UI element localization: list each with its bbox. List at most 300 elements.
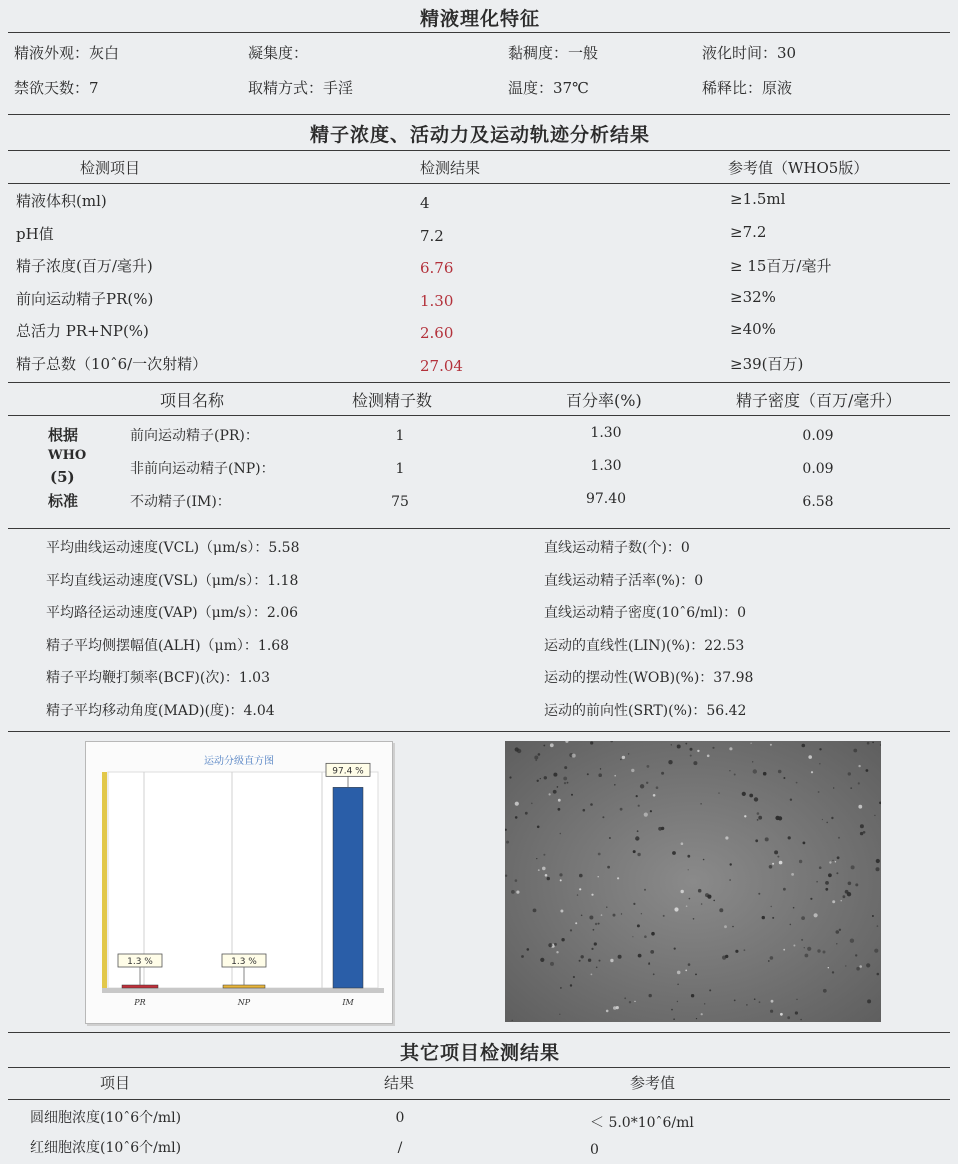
cell-speck <box>788 836 791 839</box>
cell-speck <box>770 744 772 746</box>
result-value: 4 <box>420 194 430 212</box>
section3-title: 其它项目检测结果 <box>399 1042 561 1064</box>
cell-speck <box>770 1010 773 1013</box>
cell-speck <box>876 867 880 871</box>
cell-speck <box>800 1019 802 1021</box>
cell-speck <box>807 947 811 951</box>
cell-speck <box>536 858 537 859</box>
cell-speck <box>598 876 599 877</box>
cell-speck <box>622 756 625 759</box>
header-other-reference: 参考值 <box>630 1074 676 1092</box>
histogram-svg <box>86 742 392 1023</box>
cell-speck <box>525 812 528 815</box>
cell-speck <box>837 856 840 859</box>
cell-speck <box>704 1003 705 1004</box>
cell-speck <box>839 929 841 931</box>
cell-speck <box>730 863 732 865</box>
sperm-count-value: 1 <box>395 461 405 477</box>
semen-appearance: 精液外观：灰白 <box>14 44 120 62</box>
result-value: 2.60 <box>420 324 454 342</box>
motility-type-label: 不动精子(IM)： <box>130 494 231 510</box>
cell-speck <box>571 794 573 796</box>
density-value: 0.09 <box>802 428 834 444</box>
cell-speck <box>610 959 613 962</box>
cell-speck <box>589 916 593 920</box>
cell-speck <box>851 865 855 869</box>
kinematic-param-left: 平均直线运动速度(VSL)（μm/s）：1.18 <box>46 572 299 589</box>
value-label-pr: 1.3 % <box>127 957 153 967</box>
cell-speck <box>543 854 545 856</box>
cell-speck <box>796 782 798 784</box>
agglutination: 凝集度： <box>248 44 309 62</box>
cell-speck <box>550 962 554 966</box>
viscosity: 黏稠度：一般 <box>508 44 599 62</box>
cell-speck <box>601 914 603 916</box>
cell-speck <box>581 955 584 958</box>
y-axis <box>102 772 107 992</box>
header-density: 精子密度（百万/毫升） <box>736 391 902 410</box>
result-item-label: pH值 <box>16 224 54 243</box>
cell-speck <box>677 984 679 986</box>
cell-speck <box>872 915 874 917</box>
cell-speck <box>511 890 515 894</box>
group-label-line3: (5) <box>50 468 75 486</box>
cell-speck <box>876 859 880 863</box>
cell-speck <box>550 743 554 747</box>
cell-speck <box>783 949 785 951</box>
cell-speck <box>537 780 539 782</box>
cell-speck <box>867 742 870 745</box>
value-label-im: 97.4 % <box>332 766 364 777</box>
microscope-image <box>505 741 881 1022</box>
cell-speck <box>650 950 654 954</box>
cell-speck <box>588 959 591 962</box>
cell-speck <box>521 955 524 958</box>
header-reference: 参考值（WHO5版） <box>728 159 869 177</box>
tick-label-pr: PR <box>134 998 146 1007</box>
divider <box>8 1099 950 1100</box>
cell-speck <box>713 900 715 902</box>
cell-speck <box>833 787 834 788</box>
cell-speck <box>698 889 702 893</box>
cell-speck <box>636 795 638 797</box>
cell-speck <box>836 943 837 944</box>
cell-speck <box>701 1013 703 1015</box>
cell-speck <box>718 792 719 793</box>
cell-speck <box>593 929 595 931</box>
cell-speck <box>650 810 652 812</box>
kinematic-param-left: 精子平均移动角度(MAD)(度)：4.04 <box>46 702 275 719</box>
cell-speck <box>729 770 730 771</box>
cell-speck <box>709 989 711 991</box>
percentage-value: 1.30 <box>590 458 622 474</box>
tick-label-im: IM <box>342 998 354 1007</box>
cell-speck <box>517 749 521 753</box>
cell-speck <box>725 836 728 839</box>
cell-speck <box>874 815 875 816</box>
cell-speck <box>581 915 583 917</box>
cell-speck <box>860 832 863 835</box>
result-item-label: 总活力 PR+NP(%) <box>16 322 149 340</box>
cell-speck <box>598 853 601 856</box>
other-result-value: 0 <box>395 1110 405 1126</box>
cell-speck <box>674 907 678 911</box>
cell-speck <box>609 837 611 839</box>
cell-speck <box>823 951 826 954</box>
cell-speck <box>801 916 805 920</box>
cell-speck <box>570 984 572 986</box>
cell-speck <box>754 998 756 1000</box>
cell-speck <box>874 949 878 953</box>
cell-speck <box>729 747 732 750</box>
cell-speck <box>556 951 558 953</box>
cell-speck <box>853 749 857 753</box>
cell-speck <box>757 812 760 815</box>
cell-speck <box>579 874 583 878</box>
cell-speck <box>832 860 833 861</box>
cell-speck <box>734 774 736 776</box>
cell-speck <box>637 830 639 832</box>
cell-speck <box>755 839 758 842</box>
cell-speck <box>534 756 538 760</box>
cell-speck <box>600 768 601 769</box>
cell-speck <box>691 994 694 997</box>
cell-speck <box>819 763 820 764</box>
cell-speck <box>843 895 846 898</box>
cell-speck <box>633 850 636 853</box>
divider <box>8 1067 950 1068</box>
cell-speck <box>638 805 640 807</box>
cell-speck <box>644 935 647 938</box>
cell-speck <box>757 819 759 821</box>
cell-speck <box>579 960 581 962</box>
cell-speck <box>509 776 511 778</box>
cell-speck <box>832 971 834 973</box>
cell-speck <box>700 803 702 805</box>
cell-speck <box>695 974 697 976</box>
cell-speck <box>787 1016 790 1019</box>
group-label-line4: 标准 <box>48 492 79 510</box>
other-result-value: / <box>397 1140 403 1156</box>
cell-speck <box>516 891 519 894</box>
cell-speck <box>804 947 805 948</box>
cell-speck <box>832 900 835 903</box>
cell-speck <box>594 942 597 945</box>
cell-speck <box>560 987 562 989</box>
cell-speck <box>591 894 593 896</box>
kinematic-param-right: 直线运动精子密度(10ˆ6/ml)：0 <box>544 605 747 621</box>
cell-speck <box>677 745 681 749</box>
cell-speck <box>763 772 767 776</box>
abstinence-days: 禁欲天数：7 <box>14 79 99 97</box>
cell-speck <box>613 914 616 917</box>
temperature: 温度：37℃ <box>508 79 589 97</box>
x-axis <box>102 988 384 993</box>
cell-speck <box>656 786 659 789</box>
kinematic-param-left: 平均曲线运动速度(VCL)（μm/s）：5.58 <box>46 540 300 556</box>
cell-speck <box>707 895 711 899</box>
cell-speck <box>831 817 833 819</box>
cell-speck <box>543 745 545 747</box>
cell-speck <box>867 999 871 1003</box>
bar-pr <box>122 985 158 988</box>
cell-speck <box>607 866 610 869</box>
cell-speck <box>845 890 849 894</box>
cell-speck <box>836 930 840 934</box>
result-value: 6.76 <box>420 259 454 277</box>
kinematic-param-right: 运动的前向性(SRT)(%)：56.42 <box>544 702 747 719</box>
cell-speck <box>783 777 785 779</box>
cell-speck <box>790 799 792 801</box>
cell-speck <box>542 867 546 871</box>
cell-speck <box>729 879 731 881</box>
cell-speck <box>689 898 691 900</box>
divider <box>8 32 950 33</box>
result-item-label: 精液体积(ml) <box>16 192 107 210</box>
cell-speck <box>598 923 600 925</box>
cell-speck <box>872 742 874 744</box>
cell-speck <box>724 925 727 928</box>
cell-speck <box>538 869 540 871</box>
cell-speck <box>754 797 758 801</box>
cell-speck <box>673 1018 675 1020</box>
cell-speck <box>621 913 622 914</box>
cell-speck <box>561 938 564 941</box>
cell-speck <box>746 1004 747 1005</box>
cell-speck <box>614 775 616 777</box>
cell-speck <box>633 903 635 905</box>
other-reference-value: ＜ 5.0*10ˆ6/ml <box>590 1115 694 1131</box>
cell-speck <box>577 894 578 895</box>
cell-speck <box>850 787 852 789</box>
cell-speck <box>848 772 851 775</box>
cell-speck <box>778 770 782 774</box>
cell-speck <box>570 929 572 931</box>
divider <box>8 114 950 115</box>
divider <box>8 382 950 383</box>
cell-speck <box>771 1000 774 1003</box>
cell-speck <box>877 973 880 976</box>
sperm-count-value: 1 <box>395 428 405 444</box>
cell-speck <box>606 1010 609 1013</box>
cell-speck <box>505 875 507 877</box>
collection-method: 取精方式：手淫 <box>248 79 354 97</box>
density-value: 0.09 <box>802 461 834 477</box>
cell-speck <box>732 926 734 928</box>
percentage-value: 97.40 <box>585 491 627 507</box>
cell-speck <box>544 776 547 779</box>
header-percentage: 百分率(%) <box>566 391 642 410</box>
cell-speck <box>640 784 644 788</box>
cell-speck <box>671 1009 673 1011</box>
cell-speck <box>749 794 753 798</box>
divider <box>8 528 950 529</box>
cell-speck <box>527 948 530 951</box>
cell-speck <box>771 906 772 907</box>
cell-speck <box>860 824 864 828</box>
cell-speck <box>835 861 836 862</box>
divider <box>8 183 950 184</box>
cell-speck <box>674 948 676 950</box>
cell-speck <box>811 771 813 773</box>
cell-speck <box>618 955 622 959</box>
cell-speck <box>620 759 621 760</box>
sperm-count-value: 75 <box>391 494 409 510</box>
bar-np <box>223 985 265 988</box>
cell-speck <box>558 799 561 802</box>
cell-speck <box>836 872 838 874</box>
cell-speck <box>775 816 779 820</box>
value-label-np: 1.3 % <box>231 957 257 967</box>
cell-speck <box>635 836 639 840</box>
cell-speck <box>540 778 541 779</box>
cell-speck <box>742 792 746 796</box>
cell-speck <box>614 784 616 786</box>
cell-speck <box>583 809 586 812</box>
cell-speck <box>596 967 598 969</box>
cell-speck <box>559 1014 560 1015</box>
cell-speck <box>629 1001 631 1003</box>
cell-speck <box>808 755 812 759</box>
kinematic-param-right: 运动的直线性(LIN)(%)：22.53 <box>544 637 745 654</box>
cell-speck <box>553 790 557 794</box>
cell-speck <box>855 883 858 886</box>
cell-speck <box>590 741 593 744</box>
cell-speck <box>628 753 629 754</box>
cell-speck <box>725 955 728 958</box>
cell-speck <box>819 866 822 869</box>
cell-speck <box>531 803 533 805</box>
result-item-label: 精子浓度(百万/毫升) <box>16 257 153 275</box>
cell-speck <box>649 994 652 997</box>
cell-speck <box>697 750 699 752</box>
cell-speck <box>701 903 703 905</box>
cell-speck <box>707 755 710 758</box>
kinematic-param-left: 精子平均鞭打频率(BCF)(次)：1.03 <box>46 670 270 686</box>
cell-speck <box>631 769 634 772</box>
cell-speck <box>765 837 769 841</box>
reference-value: ≥32% <box>730 287 776 306</box>
cell-speck <box>672 851 676 855</box>
cell-speck <box>818 791 820 793</box>
cell-speck <box>538 753 541 756</box>
cell-speck <box>850 939 854 943</box>
cell-speck <box>648 963 650 965</box>
cell-speck <box>637 924 640 927</box>
reference-value: ≥1.5ml <box>730 190 786 208</box>
cell-speck <box>617 877 619 879</box>
cell-speck <box>858 782 860 784</box>
cell-speck <box>759 1001 761 1003</box>
kinematic-param-right: 运动的摆动性(WOB)(%)：37.98 <box>544 670 754 686</box>
kinematic-param-left: 平均路径运动速度(VAP)（μm/s）：2.06 <box>46 605 299 621</box>
cell-speck <box>567 782 569 784</box>
other-item-label: 圆细胞浓度(10ˆ6个/ml) <box>30 1110 182 1126</box>
cell-speck <box>686 905 688 907</box>
cell-speck <box>783 888 786 891</box>
percentage-value: 1.30 <box>590 425 622 441</box>
header-other-result: 结果 <box>384 1074 415 1092</box>
cell-speck <box>646 782 648 784</box>
group-label-line2: WHO <box>48 448 87 463</box>
cell-speck <box>877 925 879 927</box>
cell-speck <box>780 1013 783 1016</box>
reference-value: ≥40% <box>730 320 776 338</box>
cell-speck <box>752 761 753 762</box>
cell-speck <box>515 802 519 806</box>
cell-speck <box>549 793 551 795</box>
cell-speck <box>690 755 692 757</box>
cell-speck <box>828 873 832 877</box>
cell-speck <box>641 913 642 914</box>
cell-speck <box>559 873 562 876</box>
cell-speck <box>564 766 567 769</box>
cell-speck <box>638 954 642 958</box>
cell-speck <box>587 773 589 775</box>
cell-speck <box>681 890 684 893</box>
cell-speck <box>856 967 860 971</box>
cell-speck <box>795 1011 798 1014</box>
cell-speck <box>845 965 846 966</box>
header-item-name: 项目名称 <box>160 391 225 410</box>
cell-speck <box>744 815 746 817</box>
cell-speck <box>848 882 852 886</box>
cell-speck <box>693 918 695 920</box>
reference-value: ≥7.2 <box>730 222 767 241</box>
cell-speck <box>829 861 831 863</box>
chart-title: 运动分级直方图 <box>204 756 274 767</box>
cell-speck <box>712 747 714 749</box>
cell-speck <box>801 939 803 941</box>
cell-speck <box>793 907 795 909</box>
cell-speck <box>558 808 561 811</box>
cell-speck <box>677 971 681 975</box>
cell-speck <box>838 837 840 839</box>
cell-speck <box>637 853 640 856</box>
header-test-result: 检测结果 <box>420 159 481 177</box>
reference-value: ≥39(百万) <box>730 354 804 373</box>
cell-speck <box>537 826 540 829</box>
header-test-item: 检测项目 <box>80 159 141 177</box>
cell-speck <box>560 879 562 881</box>
cell-speck <box>703 859 705 861</box>
cell-speck <box>858 765 860 767</box>
cell-speck <box>573 976 575 978</box>
cell-speck <box>540 958 544 962</box>
cell-speck <box>563 777 567 781</box>
motility-type-label: 前向运动精子(PR)： <box>130 428 259 444</box>
cell-speck <box>634 1001 635 1002</box>
tick-label-np: NP <box>237 998 251 1007</box>
cell-speck <box>866 963 870 967</box>
cell-speck <box>579 888 581 890</box>
cell-speck <box>545 874 548 877</box>
divider <box>8 1032 950 1033</box>
cell-speck <box>758 816 762 820</box>
result-item-label: 精子总数（10ˆ6/一次射精） <box>16 354 208 373</box>
cell-speck <box>769 865 773 869</box>
cell-speck <box>564 782 566 784</box>
motility-type-label: 非前向运动精子(NP)： <box>130 461 275 477</box>
cell-speck <box>644 889 646 891</box>
cell-speck <box>620 808 623 811</box>
cell-speck <box>677 1001 678 1002</box>
cell-speck <box>632 936 633 937</box>
cell-speck <box>790 924 792 926</box>
cell-speck <box>547 877 550 880</box>
cell-speck <box>591 974 593 976</box>
cell-speck <box>681 842 684 845</box>
